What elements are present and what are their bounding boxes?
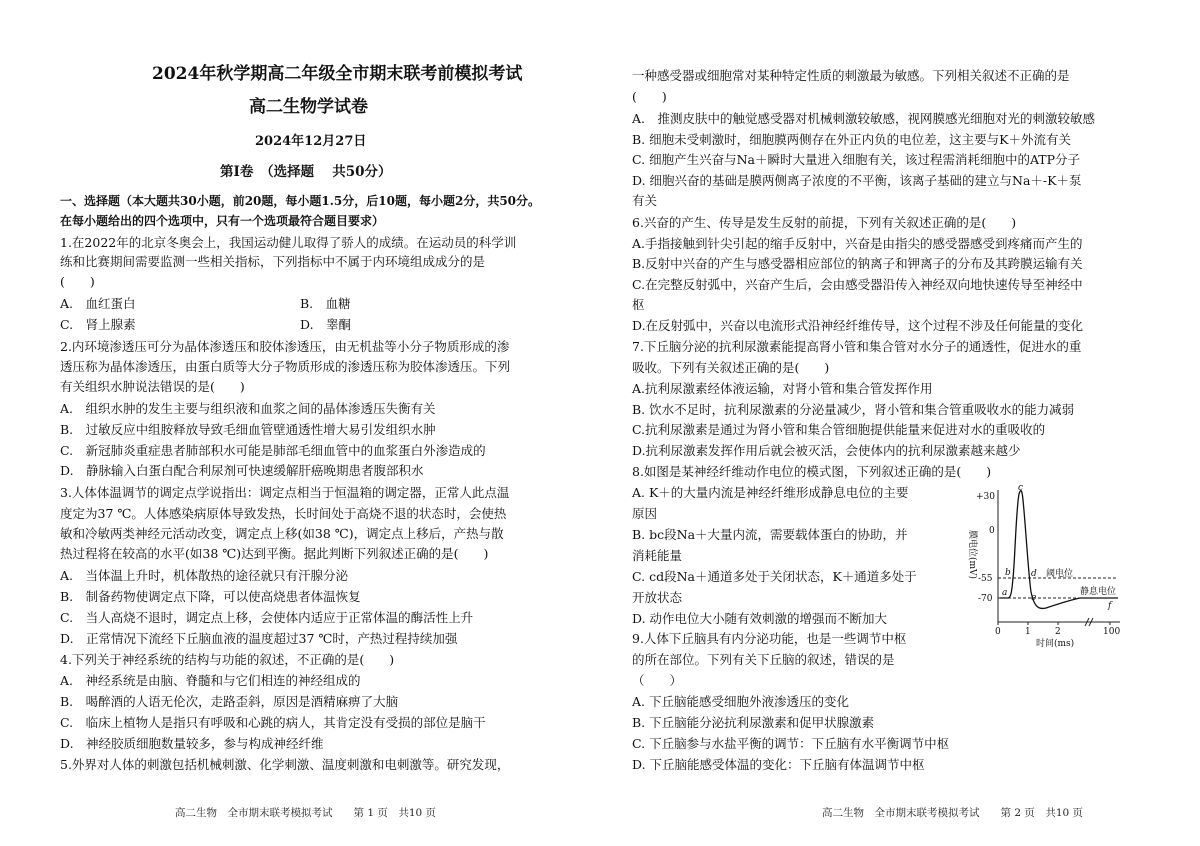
question-text: 透压称为晶体渗透压，由蛋白质等大分子物质形成的渗透压称为胶体渗透压。下列 — [60, 359, 511, 374]
x-tick-label: 2 — [1055, 627, 1061, 637]
point-label: b — [1005, 568, 1011, 578]
answer-option: C. 下丘脑参与水盐平衡的调节：下丘脑有水平衡调节中枢 — [632, 736, 950, 751]
answer-option: B. 血糖 — [300, 296, 351, 311]
exam-title: 2024年秋学期高二年级全市期末联考前模拟考试 — [152, 64, 523, 84]
answer-option: D. 神经胶质细胞数量较多，参与构成神经纤维 — [60, 736, 324, 751]
question-text: 4.下列关于神经系统的结构与功能的叙述，不正确的是( ) — [60, 652, 395, 667]
answer-option: C. 肾上腺素 — [60, 317, 136, 332]
question-text: 5.外界对人体的刺激包括机械刺激、化学刺激、温度刺激和电刺激等。研究发现， — [60, 757, 510, 772]
question-text: 有关组织水肿说法错误的是( ) — [60, 379, 245, 394]
answer-option: D.在反射弧中，兴奋以电流形式沿神经纤维传导，这个过程不涉及任何能量的变化 — [632, 318, 1084, 333]
answer-option: B. 喝醉酒的人语无伦次，走路歪斜，原因是酒精麻痹了大脑 — [60, 694, 399, 709]
answer-option: D. 睾酮 — [300, 317, 352, 332]
question-text: 度定为37 ℃。人体感染病原体导致发热，长时间处于高烧不退的状态时，会使热 — [60, 506, 507, 521]
question-text: 热过程将在较高的水平(如38 ℃)达到平衡。据此判断下列叙述正确的是( ) — [60, 546, 489, 561]
answer-option: A. K＋的大量内流是神经纤维形成静息电位的主要 — [632, 485, 909, 500]
section-instructions: 一、选择题（本大题共30小题，前20题，每小题1.5分，后10题，每小题2分，共50分。 — [60, 194, 541, 208]
exam-subtitle: 高二生物学试卷 — [249, 97, 368, 117]
question-text: ( ) — [60, 274, 95, 289]
y-tick-label: +30 — [976, 492, 995, 502]
point-label: c — [1018, 483, 1024, 493]
point-label: e — [1031, 593, 1037, 603]
answer-option: D. 静脉输入白蛋白配合利尿剂可快速缓解肝癌晚期患者腹部积水 — [60, 463, 424, 478]
page-footer: 高二生物 全市期末联考模拟考试 第 2 页 共10 页 — [822, 807, 1084, 819]
question-text: 3.人体体温调节的调定点学说指出：调定点相当于恒温箱的调定器，正常人此点温 — [60, 485, 510, 500]
question-text: 9.人体下丘脑具有内分泌功能，也是一些调节中枢 — [632, 631, 907, 646]
x-tick-label: 0 — [995, 627, 1001, 637]
answer-option: A. 推测皮肤中的触觉感受器对机械刺激较敏感，视网膜感光细胞对光的刺激较敏感 — [632, 111, 1096, 126]
part-heading: 第Ⅰ卷 （选择题 共50分） — [220, 164, 392, 180]
answer-option: 原因 — [632, 506, 658, 521]
answer-option: C. 细胞产生兴奋与Na＋瞬时大量进入细胞有关，该过程需消耗细胞中的ATP分子 — [632, 152, 1081, 167]
answer-option: A.手指接触到针尖引起的缩手反射中，兴奋是由指尖的感受器感受到疼痛而产生的 — [632, 236, 1083, 251]
answer-option: 有关 — [632, 193, 658, 208]
question-text: 吸收。下列有关叙述正确的是( ) — [632, 360, 830, 375]
answer-option: D. 下丘脑能感受体温的变化：下丘脑有体温调节中枢 — [632, 757, 925, 772]
question-text: 8.如图是某神经纤维动作电位的模式图，下列叙述正确的是( ) — [632, 464, 992, 479]
answer-option: C. 当人高烧不退时，调定点上移，会使体内适应于正常体温的酶活性上升 — [60, 610, 474, 625]
answer-option: B. 细胞未受刺激时，细胞膜两侧存在外正内负的电位差，这主要与K＋外流有关 — [632, 132, 1071, 147]
answer-option: D. 正常情况下流经下丘脑血液的温度超过37 ℃时，产热过程持续加强 — [60, 631, 458, 646]
answer-option: A.抗利尿激素经体液运输，对肾小管和集合管发挥作用 — [632, 381, 933, 396]
question-text: 7.下丘脑分泌的抗利尿激素能提高肾小管和集合管对水分子的通透性，促进水的重 — [632, 339, 1082, 354]
x-tick-label: 1 — [1025, 627, 1031, 637]
answer-option: 枢 — [632, 297, 645, 312]
question-text: 练和比赛期间需要监测一些相关指标，下列指标中不属于内环境组成成分的是 — [60, 254, 486, 269]
page-footer: 高二生物 全市期末联考模拟考试 第 1 页 共10 页 — [175, 807, 437, 819]
answer-option: A. 血红蛋白 — [60, 296, 136, 311]
y-axis-label: 膜电位(mV) — [967, 530, 977, 580]
y-tick-label: -55 — [978, 574, 993, 584]
answer-option: B.反射中兴奋的产生与感受器相应部位的钠离子和钾离子的分布及其跨膜运输有关 — [632, 256, 1083, 271]
answer-option: C.在完整反射弧中，兴奋产生后，会由感受器沿传入神经双向地快速传导至神经中 — [632, 277, 1083, 292]
answer-option: B. bc段Na＋大量内流，需要载体蛋白的协助，并 — [632, 527, 908, 542]
question-text: 6.兴奋的产生、传导是发生反射的前提，下列有关叙述正确的是( ) — [632, 215, 1017, 230]
answer-option: 消耗能量 — [632, 548, 683, 563]
threshold-label: 阈电位 — [1046, 569, 1074, 579]
question-text: 2.内环境渗透压可分为晶体渗透压和胶体渗透压，由无机盐等小分子物质形成的渗 — [60, 339, 510, 354]
question-text: ( ) — [632, 89, 667, 104]
question-text: 敏和冷敏两类神经元活动改变，调定点上移(如38 ℃)，调定点上移后，产热与散 — [60, 526, 504, 541]
section-instructions: 在每小题给出的四个选项中，只有一个选项最符合题目要求） — [60, 214, 385, 228]
answer-option: A. 组织水肿的发生主要与组织液和血浆之间的晶体渗透压失衡有关 — [60, 401, 436, 416]
point-label: d — [1031, 569, 1037, 579]
answer-option: A. 当体温上升时，机体散热的途径就只有汗腺分泌 — [60, 568, 349, 583]
answer-option: B. 饮水不足时，抗利尿激素的分泌量减少，肾小管和集合管重吸收水的能力减弱 — [632, 402, 1075, 417]
point-label: a — [1002, 588, 1008, 598]
answer-option: B. 下丘脑能分泌抗利尿激素和促甲状腺激素 — [632, 715, 875, 730]
exam-date: 2024年12月27日 — [255, 134, 367, 149]
answer-option: A. 下丘脑能感受细胞外液渗透压的变化 — [632, 694, 849, 709]
y-tick-label: 0 — [989, 526, 995, 536]
answer-option: C. cd段Na＋通道多处于关闭状态，K＋通道多处于 — [632, 569, 917, 584]
answer-option: B. 过敏反应中组胺释放导致毛细血管壁通透性增大易引发组织水肿 — [60, 422, 436, 437]
question-text: 的所在部位。下列有关下丘脑的叙述，错误的是 — [632, 652, 895, 667]
answer-option: C. 新冠肺炎重症患者肺部积水可能是肺部毛细血管中的血浆蛋白外渗造成的 — [60, 443, 486, 458]
answer-option: B. 制备药物使调定点下降，可以使高烧患者体温恢复 — [60, 589, 361, 604]
resting-label: 静息电位 — [1080, 587, 1117, 597]
answer-option: C. 临床上植物人是指只有呼吸和心跳的病人，其肯定没有受损的部位是脑干 — [60, 715, 486, 730]
answer-option: D.抗利尿激素发挥作用后就会被灭活，会使体内的抗利尿激素越来越少 — [632, 443, 1021, 458]
question-text: 1.在2022年的北京冬奥会上，我国运动健儿取得了骄人的成绩。在运动员的科学训 — [60, 235, 517, 250]
action-potential-figure — [958, 480, 1128, 650]
y-tick-label: -70 — [978, 594, 993, 604]
x-tick-label: 100 — [1103, 627, 1121, 637]
answer-option: 开放状态 — [632, 590, 683, 605]
x-axis-label: 时间(ms) — [1036, 639, 1075, 649]
answer-option: D. 动作电位大小随有效刺激的增强而不断加大 — [632, 611, 888, 626]
point-label: f — [1108, 601, 1112, 611]
question-text: （ ） — [632, 673, 683, 688]
answer-option: A. 神经系统是由脑、脊髓和与它们相连的神经组成的 — [60, 673, 361, 688]
question-text: 一种感受器或细胞常对某种特定性质的刺激最为敏感。下列相关叙述不正确的是 — [632, 68, 1070, 83]
answer-option: C.抗利尿激素是通过为肾小管和集合管细胞提供能量来促进对水的重吸收的 — [632, 422, 1046, 437]
answer-option: D. 细胞兴奋的基础是膜两侧离子浓度的不平衡，该离子基础的建立与Na＋-K＋泵 — [632, 173, 1082, 188]
